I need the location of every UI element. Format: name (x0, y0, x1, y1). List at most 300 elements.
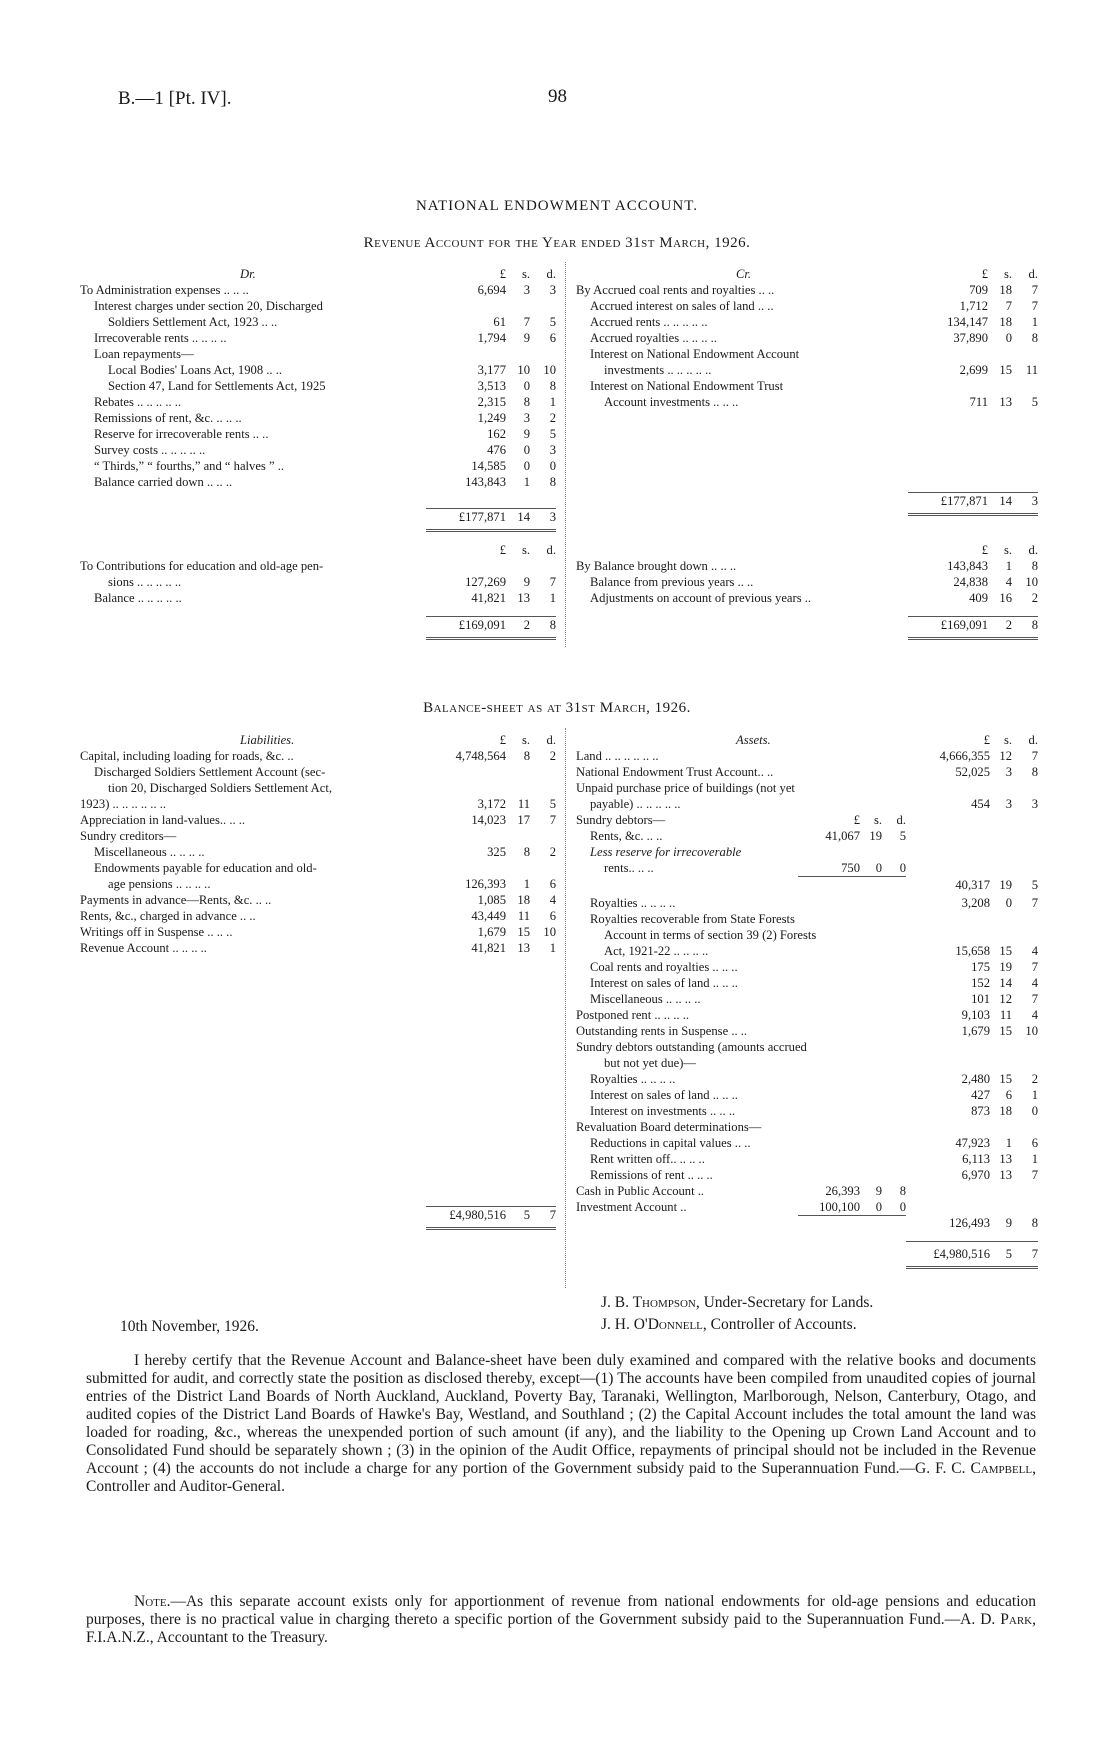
total-pence: 7 (1012, 1242, 1038, 1268)
pounds-value: 711 (969, 395, 988, 409)
pence-value: 4 (1031, 943, 1038, 958)
pence-value: 4 (549, 893, 556, 907)
row-label: Local Bodies' Loans Act, 1908 .. .. (108, 363, 283, 377)
shillings-value (506, 764, 530, 780)
pounds-value: 126,493 (949, 1216, 990, 1230)
pence-value (1012, 828, 1038, 844)
account-row (80, 346, 556, 362)
account-row (80, 574, 556, 590)
total-pence: 8 (1012, 617, 1038, 639)
inner-pounds-value: 41,067 (825, 829, 860, 843)
account-row (80, 844, 556, 860)
pence-value: 2 (1031, 1071, 1038, 1086)
shillings-value: 13 (517, 591, 530, 605)
shilling-column-header: s. (1003, 733, 1012, 747)
shillings-value: 8 (523, 749, 530, 763)
shillings-value: 13 (999, 1151, 1012, 1166)
row-label: Account investments .. .. .. (604, 395, 739, 409)
report-date: 10th November, 1926. (120, 1318, 259, 1335)
shillings-value: 15 (999, 1071, 1012, 1086)
shillings-value (990, 911, 1012, 927)
shillings-value: 11 (517, 797, 530, 811)
account-row (576, 796, 1038, 812)
pence-column-header: d. (546, 733, 556, 747)
pounds-value: 1,249 (477, 411, 506, 425)
row-label: Irrecoverable rents .. .. .. .. (94, 331, 227, 345)
shillings-value: 9 (523, 427, 530, 441)
shillings-value: 11 (517, 909, 530, 923)
row-label: Balance from previous years .. .. (590, 575, 754, 589)
row-label: Investment Account .. (576, 1199, 687, 1214)
pounds-value: 9,103 (961, 1007, 990, 1022)
assets-table (576, 732, 1038, 1269)
side-label: Liabilities. (240, 733, 295, 747)
pounds-value (908, 378, 988, 394)
account-row (576, 877, 1038, 895)
row-label: Royalties .. .. .. .. (590, 895, 676, 910)
total-row (80, 1207, 556, 1229)
shillings-value (990, 927, 1012, 943)
total-shillings: 2 (988, 617, 1012, 639)
spacer (80, 617, 426, 639)
certificate-signatory-title: Controller and Auditor-General. (86, 1478, 285, 1495)
row-label: Sundry debtors outstanding (amounts accrued (576, 1039, 807, 1054)
pence-value: 1 (549, 591, 556, 605)
account-row (576, 558, 1038, 574)
row-label: Soldiers Settlement Act, 1923 .. .. (108, 315, 278, 329)
signature-odonnell (601, 1316, 857, 1334)
shillings-value (506, 780, 530, 796)
row-label: Unpaid purchase price of buildings (not yet (576, 781, 795, 795)
pound-column-header: £ (981, 543, 988, 557)
row-label: Capital, including loading for roads, &c. .. (80, 749, 294, 763)
shillings-value (990, 1183, 1012, 1199)
spacer-row (80, 956, 556, 1207)
account-row (80, 298, 556, 314)
total-pence: 7 (530, 1207, 556, 1229)
row-label: Interest on National Endowment Trust (590, 379, 784, 393)
signatory-title: Under-Secretary for Lands. (703, 1294, 874, 1311)
account-row (576, 1151, 1038, 1167)
row-label: Cash in Public Account .. (576, 1183, 705, 1198)
pounds-value: 143,843 (465, 475, 506, 489)
shillings-value: 0 (1005, 895, 1012, 910)
account-row (576, 748, 1038, 764)
side-label: Dr. (240, 267, 256, 281)
row-label: Miscellaneous .. .. .. .. (94, 845, 205, 859)
pounds-value: 1,679 (961, 1023, 990, 1038)
account-row (80, 860, 556, 876)
pence-value (1012, 1199, 1038, 1216)
revenue-column-divider (565, 262, 566, 647)
row-label: By Balance brought down .. .. .. (576, 559, 737, 573)
inner-pence-value: 5 (899, 829, 906, 843)
total-pounds: £4,980,516 (426, 1207, 506, 1229)
total-pounds: £169,091 (908, 617, 988, 639)
pounds-value: 454 (971, 797, 990, 811)
shillings-value: 4 (1005, 575, 1012, 589)
pence-value: 1 (1031, 1151, 1038, 1166)
shillings-value (988, 346, 1012, 362)
pence-value: 8 (549, 379, 556, 393)
total-pounds: £177,871 (426, 509, 506, 531)
inner-shillings-value: 0 (860, 860, 882, 877)
shillings-value: 3 (1005, 797, 1012, 811)
pence-value: 1 (549, 941, 556, 955)
account-row (576, 764, 1038, 780)
spacer-row (80, 606, 556, 617)
pounds-value (906, 828, 990, 844)
shillings-value: 15 (999, 943, 1012, 958)
pence-value: 2 (1031, 591, 1038, 605)
account-row (576, 828, 1038, 844)
pence-column-header: d. (1028, 733, 1038, 747)
account-row (576, 1023, 1038, 1039)
pounds-value: 4,748,564 (455, 749, 506, 763)
shillings-value (506, 558, 530, 574)
shillings-value (990, 1119, 1012, 1135)
audit-certificate (86, 1352, 1036, 1496)
account-row (576, 314, 1038, 330)
spacer (576, 542, 908, 558)
pounds-value (906, 1055, 990, 1071)
shillings-value: 18 (999, 1103, 1012, 1118)
total-pounds: £177,871 (908, 493, 988, 515)
spacer-row (80, 490, 556, 509)
shillings-value: 0 (523, 379, 530, 393)
row-label: Land .. .. .. .. .. .. (576, 749, 659, 763)
balance-column-divider (565, 728, 566, 1288)
pounds-value: 2,315 (477, 395, 506, 409)
pence-value: 1 (1031, 1087, 1038, 1102)
total-shillings: 14 (506, 509, 530, 531)
pounds-value: 40,317 (955, 877, 990, 892)
pound-column-header: £ (983, 733, 990, 747)
account-row (576, 780, 1038, 796)
shillings-value: 0 (523, 459, 530, 473)
row-label: Outstanding rents in Suspense .. .. (576, 1023, 748, 1038)
account-row (576, 927, 1038, 943)
account-row (576, 812, 1038, 828)
pence-value: 3 (1031, 797, 1038, 811)
shillings-value: 18 (999, 315, 1012, 329)
pence-value (1012, 780, 1038, 796)
note-signatory: A. D. Park, (960, 1611, 1036, 1628)
document-reference: B.—1 [Pt. IV]. (118, 88, 232, 109)
pence-value: 6 (549, 331, 556, 345)
pence-value (1012, 844, 1038, 860)
row-label: Reductions in capital values .. .. (590, 1135, 751, 1150)
shilling-column-header: s. (521, 543, 530, 557)
account-row (576, 282, 1038, 298)
inner-pounds-value: 100,100 (798, 1199, 860, 1216)
account-row (576, 860, 1038, 877)
revenue-debit-table (80, 266, 556, 532)
pounds-value (426, 828, 506, 844)
pounds-value: 3,177 (477, 363, 506, 377)
pounds-value: 47,923 (955, 1135, 990, 1150)
shillings-value: 12 (999, 749, 1012, 763)
account-row (80, 748, 556, 764)
row-label: Interest on National Endowment Account (590, 347, 800, 361)
balance-sheet-title: Balance-sheet as at 31st March, 1926. (423, 700, 691, 716)
pence-value: 6 (1031, 1135, 1038, 1150)
spacer (576, 617, 908, 639)
total-pence: 8 (530, 617, 556, 639)
pence-value: 2 (549, 749, 556, 763)
row-label: By Accrued coal rents and royalties .. .. (576, 283, 775, 297)
account-row (80, 394, 556, 410)
row-label: Accrued royalties .. .. .. .. (590, 331, 717, 345)
pence-column-header: d. (546, 267, 556, 281)
pound-column-header: £ (499, 267, 506, 281)
column-header-row (576, 732, 1038, 748)
shillings-value: 7 (523, 315, 530, 329)
row-label: Balance carried down .. .. .. (94, 475, 233, 489)
account-row (80, 442, 556, 458)
account-row (576, 330, 1038, 346)
account-row (80, 426, 556, 442)
spacer (80, 509, 426, 531)
account-row (80, 924, 556, 940)
shillings-value (506, 346, 530, 362)
pence-value: 7 (549, 813, 556, 827)
column-header-row (80, 732, 556, 748)
pounds-value: 15,658 (955, 943, 990, 958)
pence-value: 5 (549, 797, 556, 811)
pence-value: 7 (1031, 991, 1038, 1006)
pence-value: 0 (1031, 1103, 1038, 1118)
account-row (576, 1039, 1038, 1055)
pounds-value: 325 (487, 845, 506, 859)
page-number: 98 (548, 86, 567, 107)
pounds-value: 127,269 (465, 575, 506, 589)
row-label: Rents, &c., charged in advance .. .. (80, 909, 256, 923)
row-label: age pensions .. .. .. .. (108, 877, 211, 891)
account-row (80, 908, 556, 924)
pence-value: 7 (1031, 895, 1038, 910)
pounds-value: 1,712 (959, 299, 988, 313)
certificate-text: I hereby certify that the Revenue Account and Balance-sheet have been duly examined and compared with the relative books and documents submitted for audit, and correctly state the position as disclosed thereby, except—(1) The accounts have been compiled from unaudited copies of journal entries of the District Land Boards of North Auckland, Auckland, Poverty Bay, Taranaki, Wellington, Marlborough, Nelson, Canterbury, Otago, and audited copies of the District Land Boards of Hawke's Bay, Westland, and Southland ; (2) the Capital Account includes the total amount the land was loaded for roading, &c., whereas the unexpended portion of such amount (if any), and the liability to the Opening up Crown Land Account and to Consolidated Fund should be separately shown ; (3) in the opinion of the Audit Office, repayments of principal should not be included in the Revenue Account ; (4) the accounts do not include a charge for any portion of the Government subsidy paid to the Superannuation Fund.— (86, 1352, 1036, 1477)
pence-column-header: d. (546, 543, 556, 557)
row-label: Interest charges under section 20, Discharged (94, 299, 323, 313)
row-label: Rent written off.. .. .. .. (590, 1151, 705, 1166)
total-row (576, 493, 1038, 515)
pounds-value (426, 860, 506, 876)
pence-value: 2 (549, 411, 556, 425)
pence-value (1012, 346, 1038, 362)
shilling-column-header: s. (1003, 543, 1012, 557)
pence-value: 8 (1031, 765, 1038, 779)
pence-value: 8 (1031, 1216, 1038, 1230)
account-row (576, 1215, 1038, 1233)
shillings-value (990, 812, 1012, 828)
total-pence: 3 (1012, 493, 1038, 515)
pounds-value: 873 (971, 1103, 990, 1118)
account-row (576, 590, 1038, 606)
row-label: Appreciation in land-values.. .. .. (80, 813, 246, 827)
account-row (576, 1007, 1038, 1023)
pounds-value: 2,699 (959, 363, 988, 377)
pounds-value: 41,821 (471, 591, 506, 605)
shilling-column-header: s. (521, 267, 530, 281)
pence-value: 8 (549, 475, 556, 489)
total-row (80, 617, 556, 639)
shillings-value (988, 378, 1012, 394)
pence-value: 1 (549, 395, 556, 409)
pounds-value (426, 780, 506, 796)
account-row (576, 1167, 1038, 1183)
shillings-value: 9 (523, 575, 530, 589)
pence-value: 10 (1025, 575, 1038, 589)
pounds-value: 14,023 (471, 813, 506, 827)
document-title: NATIONAL ENDOWMENT ACCOUNT. (415, 198, 699, 214)
row-label: To Contributions for education and old-age pen- (80, 559, 324, 573)
pounds-value: 14,585 (471, 459, 506, 473)
row-label: “ Thirds,” “ fourths,” and “ halves ” .. (94, 459, 285, 473)
shillings-value: 9 (1005, 1216, 1012, 1230)
signatory-title: Controller of Accounts. (710, 1316, 857, 1333)
spacer (576, 606, 1038, 617)
account-row (576, 378, 1038, 394)
account-row (80, 812, 556, 828)
inner-pounds-value: £ (853, 813, 860, 827)
account-row (80, 876, 556, 892)
account-row (80, 474, 556, 490)
pounds-value: 1,794 (477, 331, 506, 345)
account-row (576, 1087, 1038, 1103)
pence-value (530, 346, 556, 362)
row-label: Interest on investments .. .. .. (590, 1103, 736, 1118)
pounds-value (426, 346, 506, 362)
shillings-value: 3 (523, 411, 530, 425)
row-label: Revenue Account .. .. .. .. (80, 941, 207, 955)
pence-value: 8 (1031, 559, 1038, 573)
inner-pence-value: 0 (882, 1199, 906, 1216)
account-row (80, 590, 556, 606)
pence-value (1012, 1039, 1038, 1055)
spacer (576, 493, 908, 515)
inner-shillings-value: 19 (869, 829, 882, 843)
pounds-value: 3,208 (961, 895, 990, 910)
shillings-value: 3 (1005, 765, 1012, 779)
row-label: Adjustments on account of previous years .. (590, 591, 812, 605)
row-label: Remissions of rent, &c. .. .. .. (94, 411, 242, 425)
total-row (80, 509, 556, 531)
pence-value: 7 (1031, 299, 1038, 313)
account-row (80, 558, 556, 574)
spacer-row (576, 410, 1038, 493)
pence-value (1012, 860, 1038, 877)
spacer (80, 1207, 426, 1229)
pounds-value: 709 (969, 283, 988, 297)
pounds-value (426, 764, 506, 780)
pounds-value (906, 844, 990, 860)
shillings-value (990, 1039, 1012, 1055)
shillings-value: 15 (999, 363, 1012, 377)
pence-value (530, 780, 556, 796)
pounds-value (906, 911, 990, 927)
pounds-value: 175 (971, 959, 990, 974)
pence-value: 7 (549, 575, 556, 589)
row-label: Remissions of rent .. .. .. (590, 1167, 713, 1182)
inner-shillings-value: 0 (860, 1199, 882, 1216)
pence-value: 3 (549, 443, 556, 457)
pounds-value: 6,970 (961, 1167, 990, 1182)
pounds-value: 1,679 (477, 925, 506, 939)
account-row (576, 1103, 1038, 1119)
row-label: payable) .. .. .. .. .. (590, 797, 681, 811)
pence-value: 7 (1031, 283, 1038, 297)
pounds-value: 143,843 (947, 559, 988, 573)
side-label: Assets. (736, 733, 771, 747)
shillings-value (990, 780, 1012, 796)
pence-value: 10 (543, 363, 556, 377)
account-row (80, 764, 556, 780)
shillings-value: 3 (523, 283, 530, 297)
pence-value (1012, 927, 1038, 943)
shillings-value (506, 860, 530, 876)
row-label: Royalties recoverable from State Forests (590, 911, 795, 926)
row-label: Revaluation Board determinations— (576, 1119, 762, 1134)
pence-value: 6 (549, 877, 556, 891)
pence-value (530, 828, 556, 844)
pence-value: 0 (549, 459, 556, 473)
pounds-value (908, 346, 988, 362)
shillings-value: 1 (523, 475, 530, 489)
total-pence: 3 (530, 509, 556, 531)
pounds-value (906, 812, 990, 828)
account-row (80, 330, 556, 346)
pounds-value: 101 (971, 991, 990, 1006)
account-row (576, 574, 1038, 590)
spacer (576, 1233, 1038, 1242)
shillings-value: 13 (999, 1167, 1012, 1182)
pence-column-header: d. (1028, 543, 1038, 557)
shilling-column-header: s. (1003, 267, 1012, 281)
shillings-value: 17 (517, 813, 530, 827)
pounds-value (906, 1183, 990, 1199)
pound-column-header: £ (499, 733, 506, 747)
row-label: Writings off in Suspense .. .. .. (80, 925, 233, 939)
spacer (576, 1242, 906, 1268)
revenue-debit-second-table (80, 542, 556, 640)
signatory-name: J. H. O'Donnell, (601, 1316, 707, 1333)
account-row (576, 911, 1038, 927)
inner-pounds-value: 750 (798, 860, 860, 877)
row-label: Coal rents and royalties .. .. .. (590, 959, 738, 974)
pounds-value: 41,821 (471, 941, 506, 955)
shillings-value: 8 (523, 845, 530, 859)
account-row (576, 298, 1038, 314)
account-row (576, 895, 1038, 911)
row-label: Royalties .. .. .. .. (590, 1071, 676, 1086)
column-header-row (80, 266, 556, 282)
account-row (576, 362, 1038, 378)
row-label: Less reserve for irrecoverable (590, 845, 742, 859)
account-row (576, 394, 1038, 410)
account-row (576, 346, 1038, 362)
inner-pence-value: 8 (899, 1183, 906, 1198)
pence-value: 2 (549, 845, 556, 859)
treasury-note (86, 1593, 1036, 1647)
spacer (576, 410, 1038, 493)
pence-value: 3 (549, 283, 556, 297)
pence-value: 5 (549, 427, 556, 441)
shillings-value: 0 (1005, 331, 1012, 345)
pounds-value: 126,393 (465, 877, 506, 891)
signature-thompson (601, 1294, 873, 1312)
